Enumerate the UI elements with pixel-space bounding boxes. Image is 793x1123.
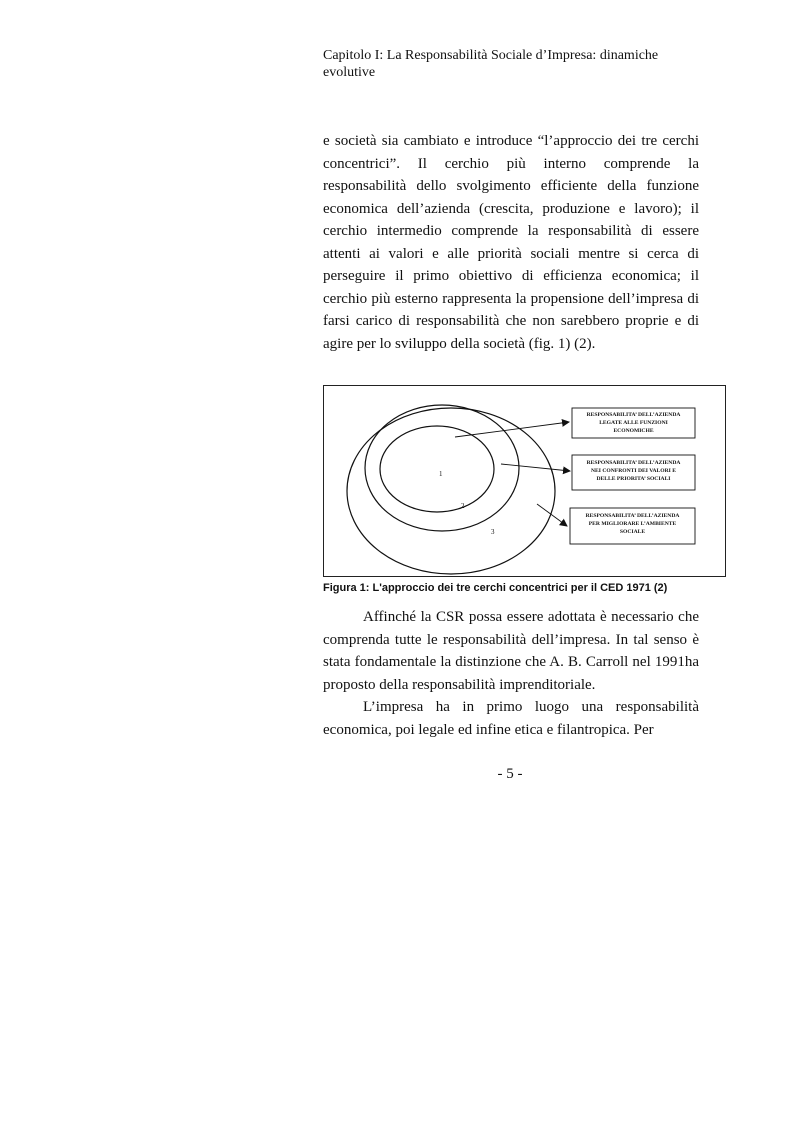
- box-economic-line-1: RESPONSABILITA’ DELL’AZIENDA: [586, 412, 681, 418]
- arrow-2: [501, 464, 570, 471]
- page-number: - 5 -: [497, 766, 523, 782]
- box-social-values-line-2: NEI CONFRONTI DEI VALORI E: [591, 468, 676, 474]
- paragraph-3: L’impresa ha in primo luogo una responsabilità economica, poi legale ed infine etica e filantropica. Per: [323, 699, 699, 738]
- box-social-environment-line-2: PER MIGLIORARE L’AMBIENTE: [588, 521, 677, 527]
- circle-label-3: 3: [491, 528, 495, 536]
- inner-circle: [380, 426, 494, 512]
- circle-label-1: 1: [439, 470, 443, 478]
- box-social-environment-line-1: RESPONSABILITA’ DELL’AZIENDA: [585, 513, 680, 519]
- body-text-top: [323, 130, 699, 355]
- figure-caption: Figura 1: L'approccio dei tre cerchi concentrici per il CED 1971 (2): [323, 582, 668, 594]
- arrow-3: [537, 504, 567, 526]
- figure-1: [323, 385, 726, 577]
- box-economic-line-2: LEGATE ALLE FUNZIONI: [599, 420, 668, 426]
- running-header: [323, 47, 703, 81]
- body-text-bottom: [323, 606, 699, 741]
- running-title: Capitolo I: La Responsabilità Sociale d’Impresa: dinamiche evolutive: [323, 48, 659, 80]
- box-social-environment-line-3: SOCIALE: [619, 529, 646, 535]
- paragraph-1: e società sia cambiato e introduce “l’approccio dei tre cerchi concentrici”. Il cerchio più interno comprende la responsabilità dello svolgimento efficiente della funzione economica dell’azienda (crescita, produzione e lavoro); il cerchio intermedio comprende la responsabilità di essere attenti ai valori e alle priorità sociali mentre si cerca di perseguire il primo obiettivo di efficienza economica; il cerchio più esterno rappresenta la propensione dell’impresa di farsi carico di responsabilità che non sarebbero proprie e di agire per lo sviluppo della società (fig. 1) (2).: [323, 133, 699, 352]
- circle-label-2: 2: [461, 502, 465, 510]
- paragraph-2: Affinché la CSR possa essere adottata è necessario che comprenda tutte le responsabilità dell’impresa. In tal senso è stata fondamentale la distinzione che A. B. Carroll nel 1991ha proposto della responsabilità imprenditoriale.: [323, 609, 699, 693]
- concentric-circles-diagram: [324, 386, 725, 576]
- box-social-values-line-3: DELLE PRIORITA’ SOCIALI: [596, 476, 671, 482]
- box-economic-line-3: ECONOMICHE: [613, 428, 654, 434]
- box-social-values-line-1: RESPONSABILITA’ DELL’AZIENDA: [586, 460, 681, 466]
